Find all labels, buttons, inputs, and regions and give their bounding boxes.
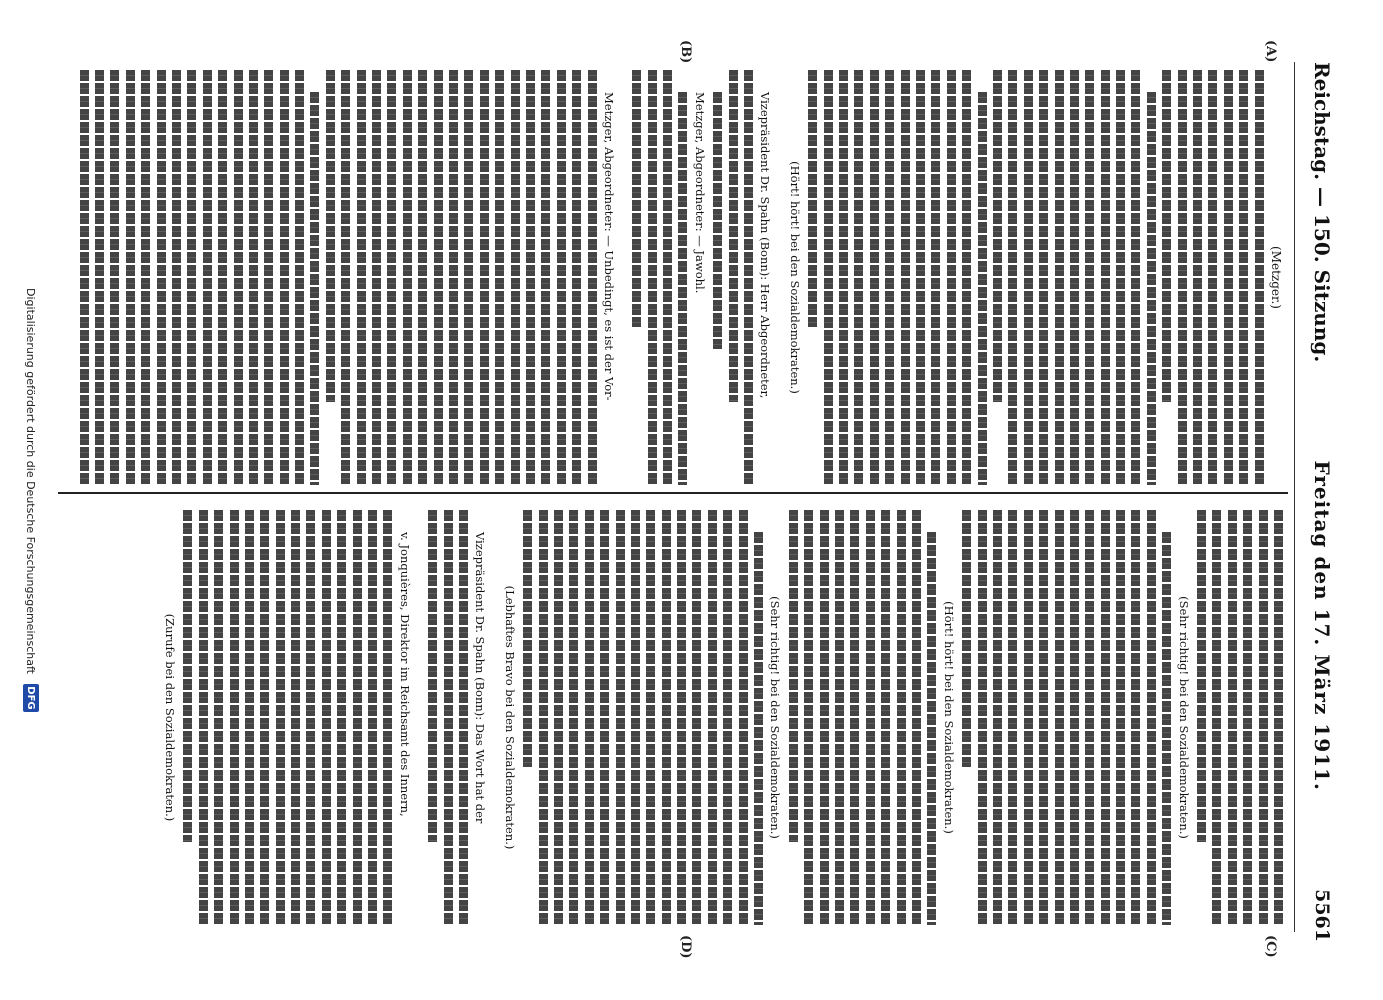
- interjection-4: (Sehr richtig! bei den Sozialdemokraten.): [768, 596, 783, 839]
- speaker-label: (Metzger.): [1269, 246, 1283, 309]
- header-date: Freitag den 17. März 1911.: [1310, 460, 1334, 791]
- credit-text: Digitalisierung gefördert durch die Deutsche Forschungsgemeinschaft: [24, 288, 38, 674]
- margin-mark-d: (D): [678, 935, 693, 959]
- column-divider: [58, 492, 1288, 494]
- margin-mark-b: (B): [678, 40, 693, 64]
- interjection-5: (Lebhaftes Bravo bei den Sozialdemokraten.): [502, 585, 517, 850]
- page-number: 5561: [1311, 889, 1333, 942]
- header-rule: [1294, 62, 1295, 932]
- right-text-column: [73, 510, 1283, 925]
- speaker-metzger-1: Metzger, Abgeordneter: — Jawohl.: [692, 92, 707, 294]
- interjection-6: (Zurufe bei den Sozialdemokraten.): [162, 613, 177, 822]
- left-text-column: [73, 70, 1283, 485]
- interjection-2: (Sehr richtig! bei den Sozialdemokraten.): [1176, 596, 1191, 839]
- speaker-vizepraesident-2: Vizepräsident Dr. Spahn (Bonn): Das Wort hat der: [473, 532, 488, 824]
- interjection-1: (Hört! hört! bei den Sozialdemokraten.): [787, 161, 802, 394]
- header-left-title: Reichstag. — 150. Sitzung.: [1310, 62, 1334, 363]
- speaker-vizepraesident-1: Vizepräsident Dr. Spahn (Bonn): Herr Abgeordneter,: [758, 92, 773, 399]
- margin-mark-c: (C): [1263, 935, 1278, 958]
- page-header: [1299, 62, 1345, 942]
- margin-mark-a: (A): [1263, 40, 1278, 63]
- speaker-metzger-2: Metzger, Abgeordneter: — Unbedingt, es ist der Vor-: [601, 92, 616, 401]
- interjection-3: (Hört! hört! bei den Sozialdemokraten.): [941, 601, 956, 834]
- digitization-credit: [19, 0, 43, 1000]
- dfg-logo: DFG: [23, 684, 39, 712]
- speaker-jonquieres: v. Jonquières, Direktor im Reichsamt des Innern,: [397, 532, 412, 817]
